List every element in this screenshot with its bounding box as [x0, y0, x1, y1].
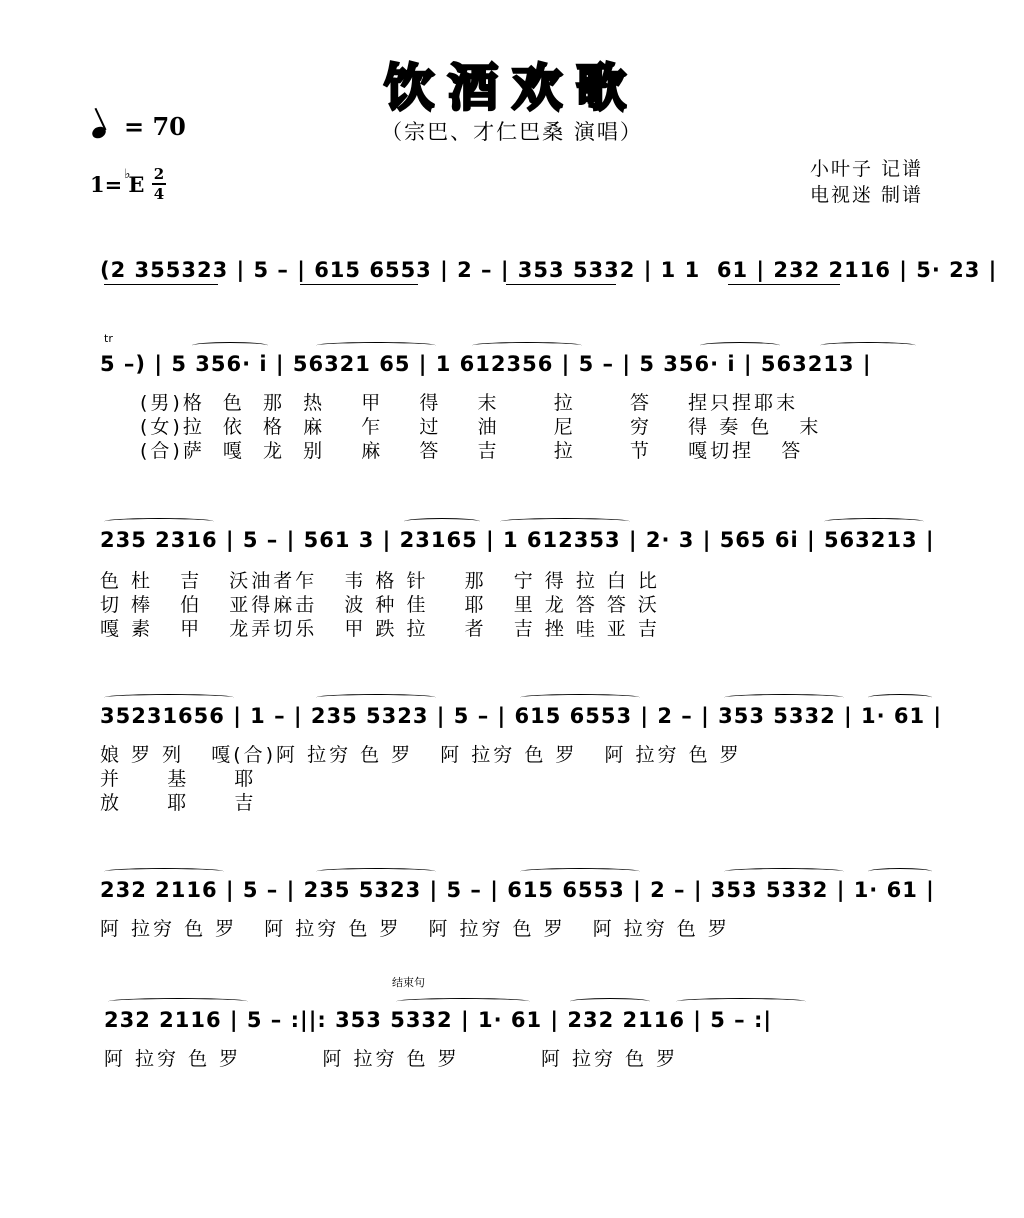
lyrics-row-3-verse-2: 切 棒 伯 亚得麻击 波 种 佳 耶 里 龙 答 答 沃	[100, 594, 660, 616]
tempo-marking	[92, 112, 186, 141]
lyrics-row-4-verse-2: 并 基 耶	[100, 768, 257, 790]
lyrics-row-2-chorus: (合)萨 嘎 龙 别 麻 答 吉 拉 节 嘎切捏 答	[140, 440, 804, 462]
credit-transcriber: 小叶子 记谱	[810, 158, 924, 180]
credit-engraver: 电视迷 制谱	[810, 184, 924, 206]
lyrics-row-2-female: (女)拉 依 格 麻 乍 过 油 尼 穷 得 奏 色 末	[140, 416, 822, 438]
trill-marking: tr	[104, 332, 113, 345]
tempo-value: = 70	[124, 112, 186, 141]
lyrics-row-5: 阿 拉穷 色 罗 阿 拉穷 色 罗 阿 拉穷 色 罗 阿 拉穷 色 罗	[100, 918, 730, 940]
score-row-5: 232 2116 | 5 – | 235 5323 | 5 – | 615 6553 | 2 – | 353 5332 | 1· 61 |	[100, 878, 935, 902]
lyrics-row-3-verse-3: 嘎 素 甲 龙弄切乐 甲 跌 拉 者 吉 挫 哇 亚 吉	[100, 618, 660, 640]
score-row-2: 5 –) | 5 356· i | 56321 65 | 1 612356 | 5 – | 5 356· i | 563213 |	[100, 352, 872, 376]
performers-subtitle: （宗巴、才仁巴桑 演唱）	[381, 120, 643, 144]
quarter-note-icon	[90, 125, 107, 141]
song-title: 饮酒欢歌	[384, 59, 640, 117]
score-row-4: 35231656 | 1 – | 235 5323 | 5 – | 615 6553 | 2 – | 353 5332 | 1· 61 |	[100, 704, 943, 728]
time-signature: 2 4	[153, 165, 165, 203]
ending-label: 结束句	[392, 976, 425, 989]
lyrics-row-6: 阿 拉穷 色 罗 阿 拉穷 色 罗 阿 拉穷 色 罗	[104, 1048, 679, 1070]
score-row-3: 235 2316 | 5 – | 561 3 | 23165 | 1 612353 | 2· 3 | 565 6i | 563213 |	[100, 528, 935, 552]
score-row-1: (2 355323 | 5 – | 615 6553 | 2 – | 353 5332 | 1 1 61 | 232 2116 | 5· 23 |	[100, 258, 998, 282]
score-row-6: 232 2116 | 5 – :||: 353 5332 | 1· 61 | 232 2116 | 5 – :|	[104, 1008, 773, 1032]
lyrics-row-2-male: (男)格 色 那 热 甲 得 末 拉 答 捏只捏耶末	[140, 392, 799, 414]
lyrics-row-4-verse-1: 娘 罗 列 嘎(合)阿 拉穷 色 罗 阿 拉穷 色 罗 阿 拉穷 色 罗	[100, 744, 742, 766]
lyrics-row-3-verse-1: 色 杜 吉 沃油者乍 韦 格 针 那 宁 得 拉 白 比	[100, 570, 660, 592]
key-signature: 1= ♭E	[90, 167, 145, 197]
flat-icon: ♭	[124, 167, 131, 182]
lyrics-row-4-verse-3: 放 耶 吉	[100, 792, 257, 814]
